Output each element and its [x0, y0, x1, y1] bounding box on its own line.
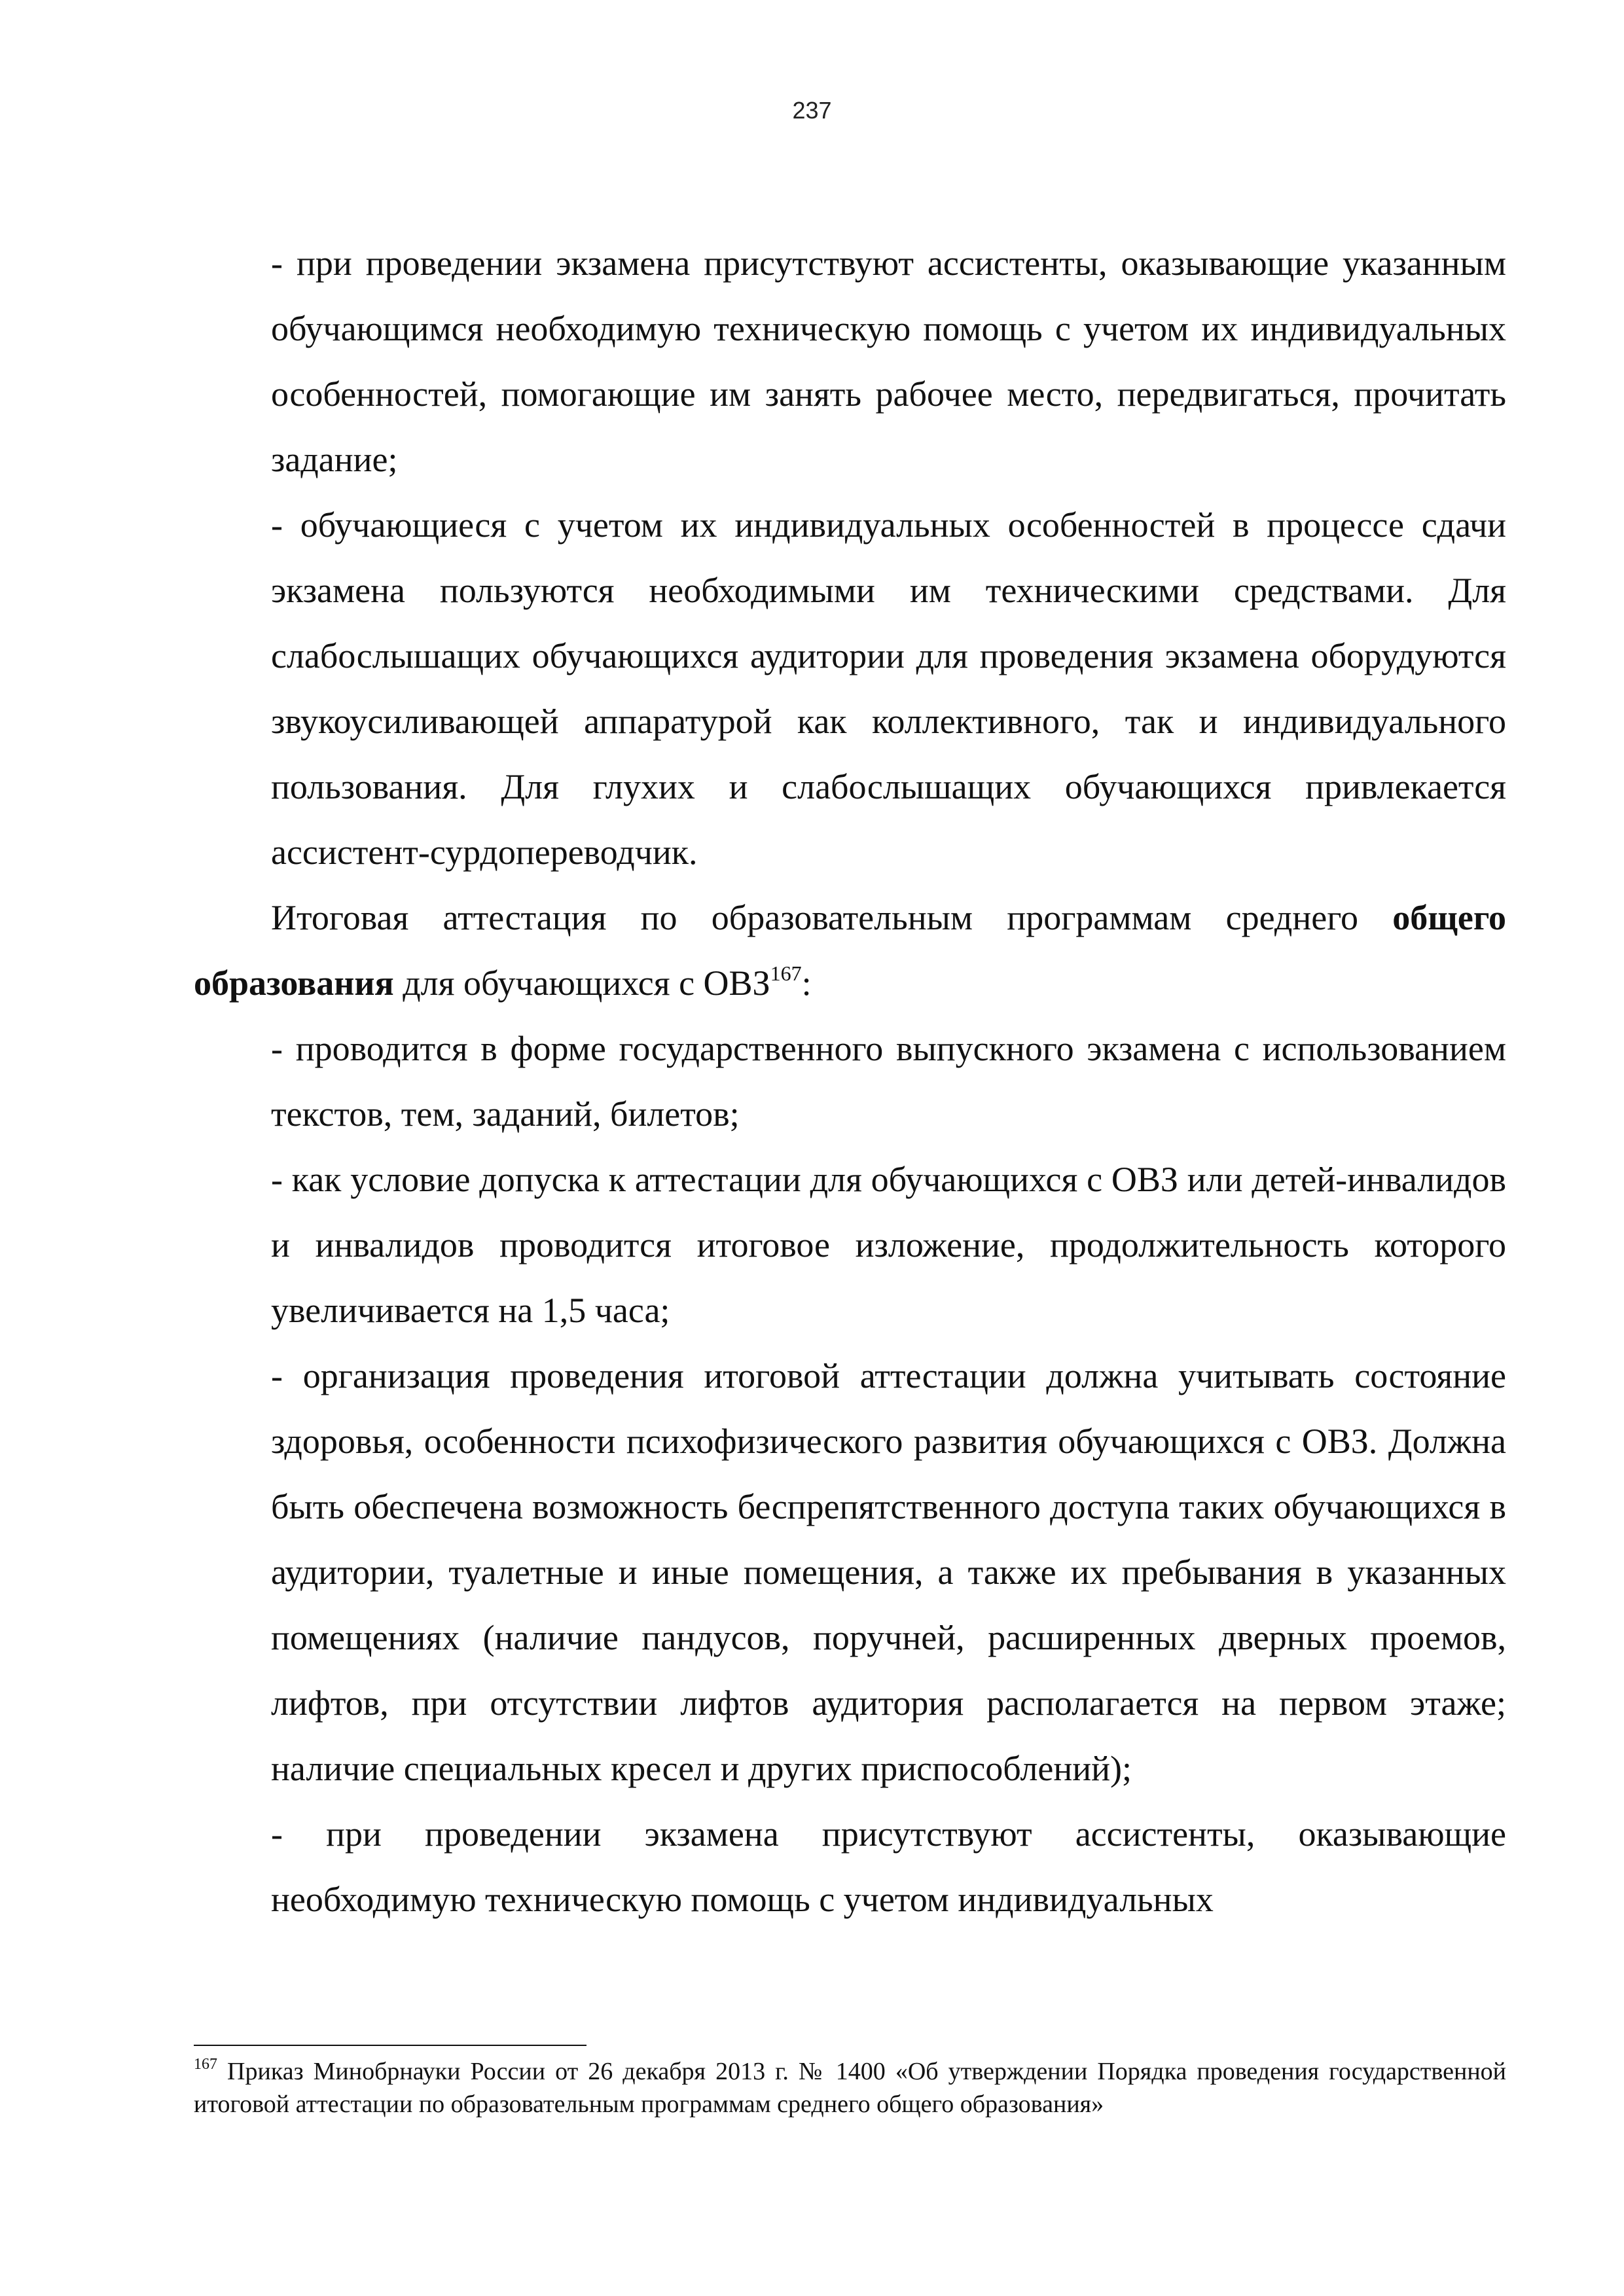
paragraph-3-bold: общего образования — [194, 898, 1506, 1003]
footnote-separator — [194, 2045, 586, 2046]
footnote-reference[interactable]: 167 — [770, 961, 802, 985]
paragraph-5: - как условие допуска к аттестации для обучающихся с ОВЗ или детей-инвалидов и инвалидов проводится итоговое изложение, продолжительность которого увеличивается на 1,5 часа; — [271, 1160, 1506, 1330]
paragraph-3 — [194, 885, 1506, 1016]
footnote-text: Приказ Минобрнауки России от 26 декабря 2013 г. № 1400 «Об утверждении Порядка проведения государственной итоговой аттестации по образовательным программам среднего общего образования» — [194, 2058, 1506, 2118]
paragraph-7: - при проведении экзамена присутствуют ассистенты, оказывающие необходимую техническую помощь с учетом индивидуальных — [271, 1814, 1506, 1919]
footnote — [194, 2055, 1506, 2121]
main-text — [194, 230, 1506, 1932]
page-number: 237 — [792, 97, 832, 124]
paragraph-3-colon: : — [801, 963, 812, 1003]
paragraph-1: - при проведении экзамена присутствуют ассистенты, оказывающие указанным обучающимся необходимую техническую помощь с учетом их индивидуальных особенностей, помогающие им занять рабочее место, передвигаться, прочитать задание; — [271, 243, 1506, 479]
paragraph-3-start: Итоговая аттестация по образовательным программам среднего — [271, 898, 1393, 937]
paragraph-2: - обучающиеся с учетом их индивидуальных особенностей в процессе сдачи экзамена пользуются необходимыми им техническими средствами. Для слабослышащих обучающихся аудитории для проведения экзамена оборудуются звукоусиливающей аппаратурой как коллективного, так и индивидуального пользования. Для глухих и слабослышащих обучающихся привлекается ассистент-сурдопереводчик. — [271, 505, 1506, 872]
paragraph-3-end: для обучающихся с ОВЗ — [393, 963, 770, 1003]
paragraph-6: - организация проведения итоговой аттестации должна учитывать состояние здоровья, особенности психофизического развития обучающихся с ОВЗ. Должна быть обеспечена возможность беспрепятственного доступа таких обучающихся в аудитории, туалетные и иные помещения, а также их пребывания в указанных помещениях (наличие пандусов, поручней, расширенных дверных проемов, лифтов, при отсутствии лифтов аудитория располагается на первом этаже; наличие специальных кресел и других приспособлений); — [271, 1356, 1506, 1788]
paragraph-4: - проводится в форме государственного выпускного экзамена с использованием текстов, тем, заданий, билетов; — [271, 1029, 1506, 1134]
footnote-number: 167 — [194, 2056, 217, 2073]
